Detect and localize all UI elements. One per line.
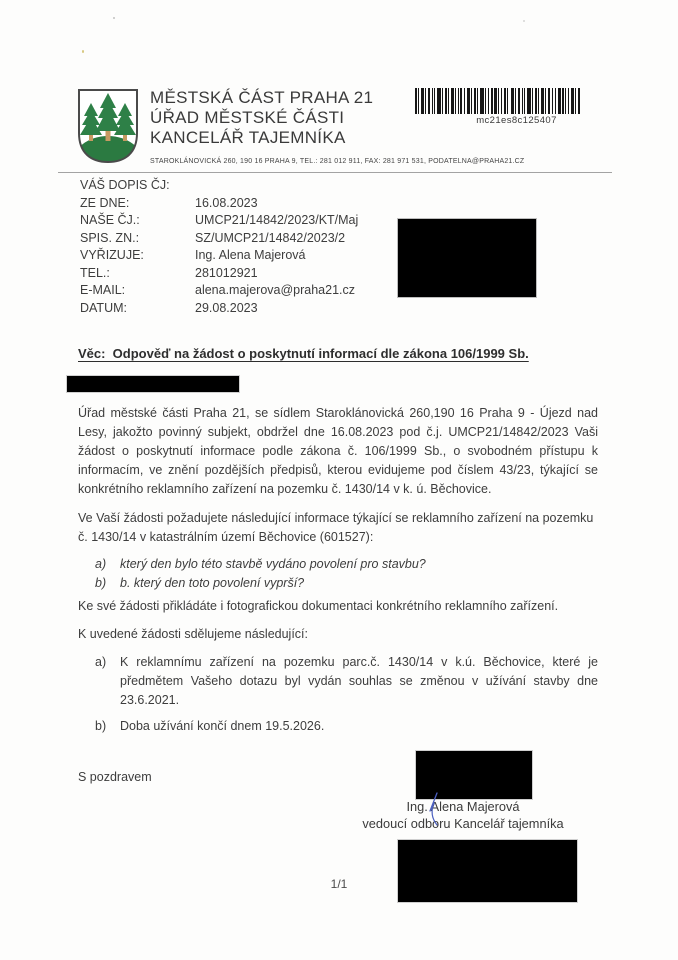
meta-label: VYŘIZUJE: <box>80 248 144 262</box>
meta-label: SPIS. ZN.: <box>80 230 140 245</box>
question-item-b <box>95 574 598 593</box>
meta-label: ZE DNE: <box>80 195 130 210</box>
meta-value: Ing. Alena Majerová <box>195 248 306 262</box>
org-office: ÚŘAD MĚSTSKÉ ČÁSTI <box>150 108 345 127</box>
list-marker: b) <box>95 719 107 733</box>
paragraph-intro: Úřad městské části Praha 21, se sídlem Staroklánovická 260,190 16 Praha 9 - Újezd nad Lesy, jakožto povinný subjekt, obdržel dne 16.08.2023 pod č.j. UMCP21/14842/2023 Vaši žádost o poskytnutí informace podle zákona č. 106/1999 Sb., o svobodném přístupu k informacím, ve znění pozdějších předpisů, kterou evidujeme pod číslem 43/23, týkající se konkrétního reklamního zařízení na pozemku č. 1430/14 v k. ú. Běchovice. <box>78 406 598 496</box>
subject-line: Věc: Odpověď na žádost o poskytnutí informací dle zákona 106/1999 Sb. <box>78 346 529 361</box>
question-item-a <box>95 555 598 574</box>
paragraph-statement: K uvedené žádosti sdělujeme následující: <box>78 627 309 641</box>
meta-label: DATUM: <box>80 300 127 315</box>
redaction-box-recipient <box>397 218 537 298</box>
meta-row-email <box>80 282 358 300</box>
meta-row-tel <box>80 265 358 283</box>
meta-value: SZ/UMCP21/14842/2023/2 <box>195 230 346 245</box>
barcode <box>415 88 580 126</box>
question-text-a: který den bylo této stavbě vydáno povolení pro stavbu? <box>120 557 426 571</box>
list-marker: a) <box>95 557 107 571</box>
closing-salutation: S pozdravem <box>78 770 152 784</box>
meta-value: alena.majerova@praha21.cz <box>195 283 356 297</box>
org-contact-line: STAROKLÁNOVICKÁ 260, 190 16 PRAHA 9, TEL.: 281 012 911, FAX: 281 971 531, PODATELNA@PRAHA21.CZ <box>150 158 525 165</box>
meta-row-spis-zn <box>80 230 358 248</box>
list-marker: a) <box>95 655 107 669</box>
signatory-name: Ing. Alena Majerová <box>406 799 520 814</box>
barcode-icon <box>415 88 580 114</box>
redaction-box-signature <box>415 750 533 800</box>
signature-block <box>338 798 588 832</box>
paragraph-request: Ve Vaší žádosti požadujete následující informace týkající se reklamního zařízení na pozemku č. 1430/14 v katastrálním území Běchovice (601527): <box>78 511 594 544</box>
answer-text-b: Doba užívání končí dnem 19.5.2026. <box>120 719 325 733</box>
meta-value: 16.08.2023 <box>195 195 258 210</box>
meta-label: TEL.: <box>80 265 110 280</box>
answer-item-b <box>95 717 598 736</box>
answer-text-a: K reklamnímu zařízení na pozemku parc.č. 1430/14 v k.ú. Běchovice, které je předmětem Vašeho dotazu byl vydán souhlas se změnou v užívání stavby dne 23.6.2021. <box>120 655 598 707</box>
meta-value: 281012921 <box>195 265 258 280</box>
coat-of-arms-logo <box>75 87 141 165</box>
meta-label: VÁŠ DOPIS ČJ: <box>80 178 170 192</box>
meta-value: UMCP21/14842/2023/KT/Maj <box>195 213 359 227</box>
redaction-bar-addressee <box>66 375 240 393</box>
list-marker: b) <box>95 576 107 590</box>
meta-row-nase-cj <box>80 212 358 230</box>
redaction-box-stamp <box>397 839 578 903</box>
org-department: KANCELÁŘ TAJEMNÍKA <box>150 128 346 147</box>
paragraph-attachment: Ke své žádosti přikládáte i fotografickou dokumentaci konkrétního reklamního zařízení. <box>78 599 559 613</box>
answer-item-a <box>95 653 598 710</box>
signatory-title: vedoucí odboru Kancelář tajemníka <box>362 816 564 831</box>
scan-speckle <box>82 50 84 53</box>
org-name: MĚSTSKÁ ČÁST PRAHA 21 <box>150 88 374 107</box>
question-text-b: b. který den toto povolení vyprší? <box>120 576 305 590</box>
reference-block <box>80 177 358 317</box>
meta-row-ze-dne <box>80 195 358 213</box>
barcode-text: mc21es8c125407 <box>476 115 557 126</box>
meta-row-vas-dopis <box>80 177 358 195</box>
scan-speckle <box>523 20 525 22</box>
divider-line <box>58 172 612 173</box>
scan-speckle <box>113 17 115 19</box>
meta-row-datum <box>80 300 358 318</box>
page-number: 1/1 <box>330 877 348 891</box>
meta-value: 29.08.2023 <box>195 300 258 315</box>
meta-row-vyrizuje <box>80 247 358 265</box>
meta-label: NAŠE ČJ.: <box>80 213 140 227</box>
meta-label: E-MAIL: <box>80 283 126 297</box>
